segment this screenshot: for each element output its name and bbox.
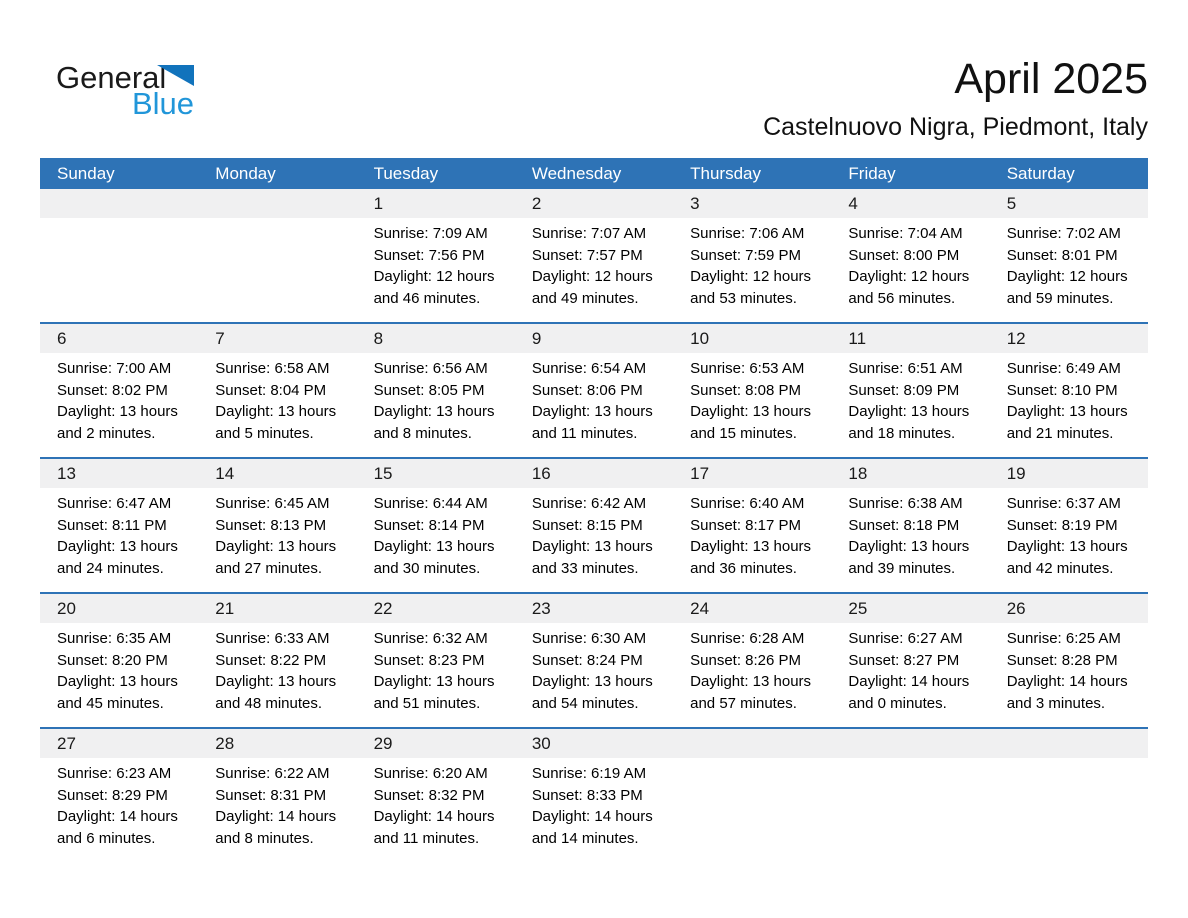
date-number: 15 (373, 463, 393, 483)
date-number: 16 (531, 463, 551, 483)
date-number: 14 (215, 463, 235, 483)
daylight-text: Daylight: 12 hours and 46 minutes. (373, 268, 495, 307)
date-number: 6 (57, 328, 67, 348)
day-cell (198, 324, 356, 457)
day-cell (357, 189, 515, 322)
day-info (198, 488, 356, 579)
daylight-text: Daylight: 13 hours and 54 minutes. (531, 673, 653, 712)
date-number: 27 (57, 733, 76, 753)
sunrise-text: Sunrise: 7:00 AM (57, 360, 172, 377)
date-number: 4 (848, 193, 858, 213)
day-info (357, 218, 515, 309)
day-info (515, 488, 673, 579)
day-cell (990, 324, 1148, 457)
logo-text-general: General (56, 60, 167, 95)
day-cell (515, 729, 673, 862)
daylight-text: Daylight: 14 hours and 14 minutes. (531, 808, 653, 847)
daylight-text: Daylight: 13 hours and 57 minutes. (690, 673, 812, 712)
empty-day-cell (40, 189, 198, 322)
day-cell (357, 459, 515, 592)
daylight-text: Daylight: 13 hours and 51 minutes. (373, 673, 495, 712)
sunset-text: Sunset: 8:11 PM (57, 516, 167, 534)
date-number: 24 (690, 598, 710, 618)
sunset-text: Sunset: 8:04 PM (215, 381, 327, 399)
date-number: 5 (1006, 193, 1017, 213)
date-strip (990, 189, 1148, 218)
sunrise-text: Sunrise: 6:25 AM (1006, 630, 1121, 647)
sunrise-text: Sunrise: 6:45 AM (215, 495, 330, 512)
sunset-text: Sunset: 8:29 PM (57, 786, 168, 804)
day-cell (198, 594, 356, 727)
date-number: 2 (531, 193, 542, 213)
day-cell (40, 729, 198, 862)
week-row (40, 457, 1148, 592)
daylight-text: Daylight: 14 hours and 8 minutes. (215, 808, 337, 847)
sunrise-text: Sunrise: 6:37 AM (1006, 495, 1121, 512)
date-strip (673, 324, 831, 353)
date-number: 22 (373, 598, 393, 618)
week-row (40, 189, 1148, 322)
daylight-text: Daylight: 13 hours and 21 minutes. (1006, 403, 1128, 442)
date-strip (673, 594, 831, 623)
day-cell (357, 594, 515, 727)
date-strip (357, 189, 515, 218)
sunset-text: Sunset: 8:17 PM (690, 516, 802, 534)
sunrise-text: Sunrise: 6:30 AM (531, 630, 647, 647)
day-cell (831, 189, 989, 322)
sunrise-text: Sunrise: 6:23 AM (57, 765, 172, 782)
sunrise-text: Sunrise: 6:28 AM (690, 630, 805, 647)
daylight-text: Daylight: 12 hours and 56 minutes. (848, 268, 970, 307)
sunset-text: Sunset: 8:23 PM (373, 651, 485, 669)
weekday-header-sunday: Sunday (57, 163, 115, 183)
weekday-header-wednesday: Wednesday (531, 163, 622, 183)
day-info (515, 623, 673, 714)
date-number: 8 (373, 328, 384, 348)
day-cell (831, 594, 989, 727)
weeks-container (40, 189, 1148, 862)
day-info (990, 623, 1148, 714)
date-strip (357, 459, 515, 488)
location-subtitle: Castelnuovo Nigra, Piedmont, Italy (763, 113, 1148, 142)
date-number: 25 (848, 598, 868, 618)
sunset-text: Sunset: 8:05 PM (373, 381, 485, 399)
sunrise-text: Sunrise: 6:49 AM (1006, 360, 1121, 377)
sunset-text: Sunset: 8:13 PM (215, 516, 327, 534)
day-cell (198, 729, 356, 862)
sunset-text: Sunset: 8:09 PM (848, 381, 960, 399)
daylight-text: Daylight: 13 hours and 11 minutes. (531, 403, 653, 442)
date-strip (673, 729, 831, 758)
date-strip (40, 729, 198, 758)
date-strip (357, 324, 515, 353)
date-number: 13 (57, 463, 76, 483)
sunrise-text: Sunrise: 6:19 AM (531, 765, 647, 782)
sunrise-text: Sunrise: 6:32 AM (373, 630, 488, 647)
date-strip (990, 729, 1148, 758)
day-cell (673, 459, 831, 592)
sunset-text: Sunset: 8:01 PM (1006, 246, 1118, 264)
daylight-text: Daylight: 14 hours and 0 minutes. (848, 673, 970, 712)
date-strip (990, 594, 1148, 623)
weekday-header-saturday: Saturday (1006, 163, 1075, 183)
day-info (515, 218, 673, 309)
sunrise-text: Sunrise: 6:54 AM (531, 360, 647, 377)
date-strip (198, 729, 356, 758)
day-cell (515, 459, 673, 592)
sunrise-text: Sunrise: 6:27 AM (848, 630, 963, 647)
day-cell (673, 189, 831, 322)
day-cell (673, 324, 831, 457)
sunset-text: Sunset: 8:19 PM (1006, 516, 1118, 534)
weekday-header-thursday: Thursday (690, 163, 761, 183)
weekday-header-monday: Monday (215, 163, 276, 183)
sunrise-text: Sunrise: 6:38 AM (848, 495, 963, 512)
sunrise-text: Sunrise: 7:07 AM (531, 225, 647, 242)
date-number: 26 (1006, 598, 1026, 618)
day-info (831, 218, 989, 309)
date-strip (831, 459, 989, 488)
date-number: 3 (690, 193, 700, 213)
date-strip (831, 324, 989, 353)
day-info (831, 353, 989, 444)
day-info (198, 353, 356, 444)
sunrise-text: Sunrise: 6:33 AM (215, 630, 330, 647)
date-strip (198, 594, 356, 623)
daylight-text: Daylight: 13 hours and 15 minutes. (690, 403, 812, 442)
week-row (40, 322, 1148, 457)
date-strip (198, 324, 356, 353)
date-strip (831, 189, 989, 218)
sunset-text: Sunset: 7:59 PM (690, 246, 802, 264)
day-info (198, 758, 356, 849)
day-cell (357, 324, 515, 457)
day-info (673, 623, 831, 714)
sunrise-text: Sunrise: 7:02 AM (1006, 225, 1121, 242)
day-cell (515, 594, 673, 727)
empty-day-cell (673, 729, 831, 862)
day-info (198, 623, 356, 714)
date-number: 7 (215, 328, 225, 348)
day-cell (673, 594, 831, 727)
daylight-text: Daylight: 14 hours and 11 minutes. (373, 808, 495, 847)
day-cell (40, 459, 198, 592)
day-info (990, 488, 1148, 579)
day-info (357, 353, 515, 444)
sunset-text: Sunset: 8:32 PM (373, 786, 485, 804)
page-title: April 2025 (954, 55, 1148, 103)
day-info (40, 353, 198, 444)
daylight-text: Daylight: 13 hours and 39 minutes. (848, 538, 970, 577)
sunset-text: Sunset: 8:28 PM (1006, 651, 1118, 669)
day-info (990, 353, 1148, 444)
daylight-text: Daylight: 13 hours and 24 minutes. (57, 538, 178, 577)
sunset-text: Sunset: 8:31 PM (215, 786, 327, 804)
daylight-text: Daylight: 13 hours and 27 minutes. (215, 538, 337, 577)
daylight-text: Daylight: 13 hours and 5 minutes. (215, 403, 337, 442)
sunrise-text: Sunrise: 6:58 AM (215, 360, 330, 377)
date-number: 21 (215, 598, 235, 618)
daylight-text: Daylight: 13 hours and 33 minutes. (531, 538, 653, 577)
sunrise-text: Sunrise: 6:20 AM (373, 765, 488, 782)
weekday-header-friday: Friday (848, 163, 896, 183)
daylight-text: Daylight: 13 hours and 2 minutes. (57, 403, 178, 442)
date-strip (357, 594, 515, 623)
date-number: 20 (57, 598, 76, 618)
day-info (40, 623, 198, 714)
day-cell (40, 324, 198, 457)
daylight-text: Daylight: 13 hours and 42 minutes. (1006, 538, 1128, 577)
daylight-text: Daylight: 12 hours and 49 minutes. (531, 268, 653, 307)
daylight-text: Daylight: 12 hours and 53 minutes. (690, 268, 812, 307)
general-blue-logo (56, 62, 206, 122)
date-strip (515, 729, 673, 758)
date-strip (40, 594, 198, 623)
day-info (515, 758, 673, 849)
sunset-text: Sunset: 8:14 PM (373, 516, 485, 534)
date-number: 18 (848, 463, 868, 483)
sunrise-text: Sunrise: 6:53 AM (690, 360, 805, 377)
day-info (831, 623, 989, 714)
sunset-text: Sunset: 8:33 PM (531, 786, 643, 804)
day-info (831, 488, 989, 579)
empty-day-cell (990, 729, 1148, 862)
sunset-text: Sunset: 8:24 PM (531, 651, 643, 669)
sunset-text: Sunset: 8:08 PM (690, 381, 802, 399)
daylight-text: Daylight: 14 hours and 3 minutes. (1006, 673, 1128, 712)
week-row (40, 727, 1148, 862)
date-strip (673, 459, 831, 488)
sunset-text: Sunset: 8:20 PM (57, 651, 168, 669)
day-info (357, 623, 515, 714)
daylight-text: Daylight: 13 hours and 30 minutes. (373, 538, 495, 577)
sunset-text: Sunset: 8:15 PM (531, 516, 643, 534)
daylight-text: Daylight: 14 hours and 6 minutes. (57, 808, 178, 847)
weekday-header-tuesday: Tuesday (373, 163, 439, 183)
date-number: 17 (690, 463, 710, 483)
day-info (357, 758, 515, 849)
sunset-text: Sunset: 8:06 PM (531, 381, 643, 399)
date-strip (357, 729, 515, 758)
day-cell (40, 594, 198, 727)
sunrise-text: Sunrise: 6:42 AM (531, 495, 647, 512)
sunset-text: Sunset: 8:22 PM (215, 651, 327, 669)
day-cell (990, 594, 1148, 727)
empty-day-cell (831, 729, 989, 862)
title-block (763, 56, 1148, 142)
day-info (673, 353, 831, 444)
day-cell (357, 729, 515, 862)
sunrise-text: Sunrise: 7:06 AM (690, 225, 805, 242)
date-number: 10 (690, 328, 710, 348)
date-number: 23 (531, 598, 551, 618)
daylight-text: Daylight: 13 hours and 45 minutes. (57, 673, 178, 712)
date-number: 12 (1006, 328, 1026, 348)
day-info (673, 218, 831, 309)
day-cell (515, 324, 673, 457)
daylight-text: Daylight: 13 hours and 48 minutes. (215, 673, 337, 712)
date-strip (515, 594, 673, 623)
day-info (40, 488, 198, 579)
day-info (515, 353, 673, 444)
date-number: 19 (1006, 463, 1026, 483)
day-cell (990, 189, 1148, 322)
sunrise-text: Sunrise: 7:09 AM (373, 225, 488, 242)
calendar-table (40, 158, 1148, 862)
date-strip (198, 459, 356, 488)
sunrise-text: Sunrise: 6:22 AM (215, 765, 330, 782)
day-cell (515, 189, 673, 322)
sunrise-text: Sunrise: 6:44 AM (373, 495, 488, 512)
sunset-text: Sunset: 8:18 PM (848, 516, 960, 534)
date-strip (831, 729, 989, 758)
day-info (673, 488, 831, 579)
date-number: 11 (848, 328, 867, 348)
day-cell (198, 459, 356, 592)
day-cell (831, 459, 989, 592)
date-strip (40, 459, 198, 488)
empty-day-cell (198, 189, 356, 322)
sunset-text: Sunset: 8:10 PM (1006, 381, 1118, 399)
sunset-text: Sunset: 8:00 PM (848, 246, 960, 264)
date-number: 9 (531, 328, 542, 348)
day-info (357, 488, 515, 579)
weekday-header-row (40, 158, 1148, 189)
date-strip (673, 189, 831, 218)
sunrise-text: Sunrise: 6:35 AM (57, 630, 172, 647)
day-cell (990, 459, 1148, 592)
sunrise-text: Sunrise: 6:40 AM (690, 495, 805, 512)
week-row (40, 592, 1148, 727)
date-strip (515, 459, 673, 488)
daylight-text: Daylight: 13 hours and 36 minutes. (690, 538, 812, 577)
sunrise-text: Sunrise: 6:51 AM (848, 360, 963, 377)
sunset-text: Sunset: 8:27 PM (848, 651, 960, 669)
date-number: 28 (215, 733, 235, 753)
date-number: 29 (373, 733, 393, 753)
sunset-text: Sunset: 8:02 PM (57, 381, 168, 399)
day-info (990, 218, 1148, 309)
sunrise-text: Sunrise: 6:56 AM (373, 360, 488, 377)
daylight-text: Daylight: 13 hours and 18 minutes. (848, 403, 970, 442)
date-strip (515, 324, 673, 353)
date-strip (990, 324, 1148, 353)
date-strip (831, 594, 989, 623)
sunrise-text: Sunrise: 6:47 AM (57, 495, 172, 512)
day-info (40, 758, 198, 849)
sunset-text: Sunset: 7:57 PM (531, 246, 643, 264)
date-strip (990, 459, 1148, 488)
date-number: 1 (373, 193, 384, 213)
day-cell (831, 324, 989, 457)
sunrise-text: Sunrise: 7:04 AM (848, 225, 963, 242)
daylight-text: Daylight: 12 hours and 59 minutes. (1006, 268, 1128, 307)
date-strip (198, 189, 356, 218)
date-strip (40, 189, 198, 218)
sunset-text: Sunset: 8:26 PM (690, 651, 802, 669)
logo-text-blue: Blue (131, 86, 194, 121)
daylight-text: Daylight: 13 hours and 8 minutes. (373, 403, 495, 442)
sunset-text: Sunset: 7:56 PM (373, 246, 485, 264)
date-strip (40, 324, 198, 353)
date-number: 30 (531, 733, 551, 753)
date-strip (515, 189, 673, 218)
